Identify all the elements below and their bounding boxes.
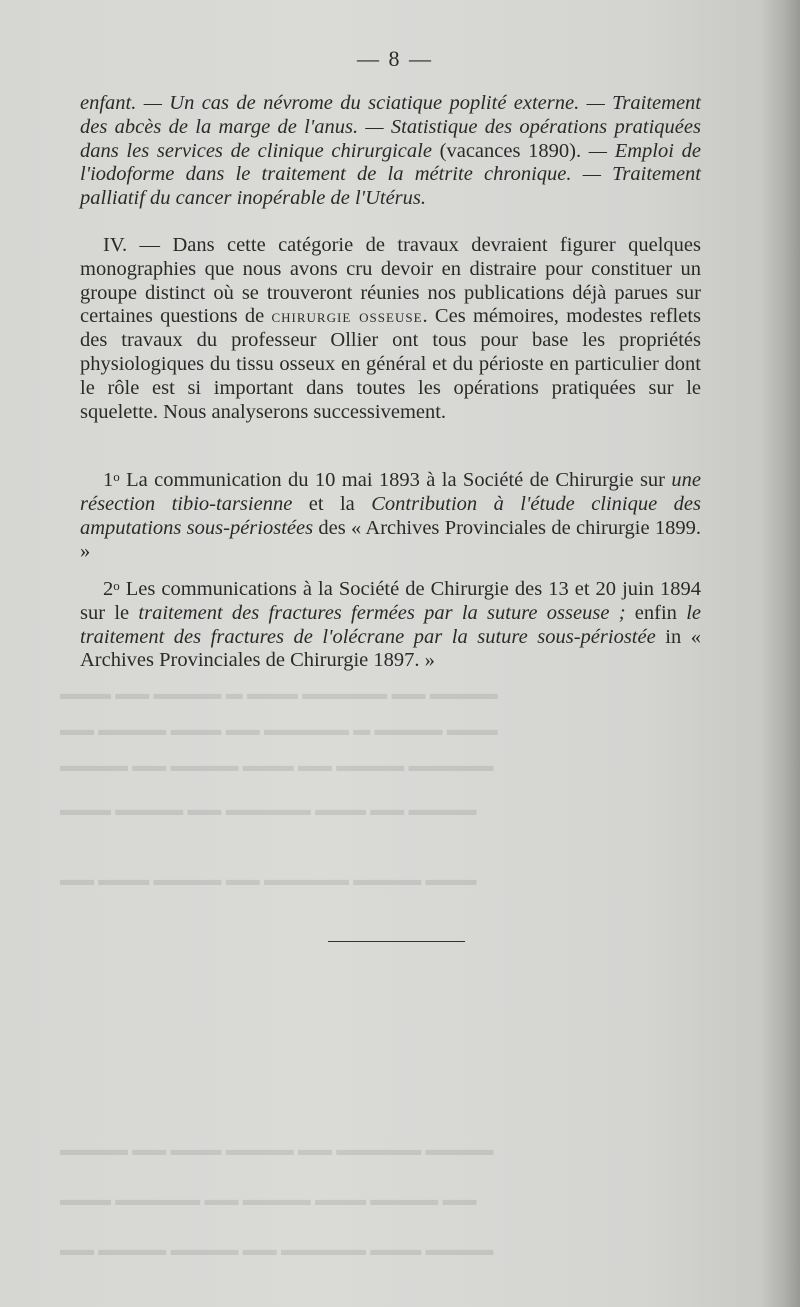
item-1-text-a: La communication du 10 mai 1893 à la Société de Chirurgie sur — [119, 469, 672, 491]
item-2-number: 2 — [103, 578, 114, 600]
bleed-through-texture: ▬▬▬ ▬▬ ▬▬▬▬ ▬ ▬▬▬ ▬▬▬▬▬ ▬▬ ▬▬▬▬ — [60, 684, 498, 703]
item-1-title-a: une résection tibio-tarsienne — [80, 469, 701, 515]
bleed-through-texture: ▬▬ ▬▬▬ ▬▬▬▬ ▬▬ ▬▬▬▬▬ ▬▬▬▬ ▬▬▬ — [60, 870, 477, 889]
item-2-title-b: le traitement des fractures de l'olécrane par la suture sous-périostée — [80, 601, 701, 648]
bleed-through-texture: ▬▬ ▬▬▬▬ ▬▬▬ ▬▬ ▬▬▬▬▬ ▬ ▬▬▬▬ ▬▬▬ — [60, 720, 498, 739]
section-iv-text: IV. — Dans cette catégorie de travaux devraient figurer quelques monographies que nous avons cru devoir en distraire pour constituer un groupe distinct où se trouveront réunies nos publications déjà parues sur certaines questions de — [80, 234, 701, 328]
item-1-ordinal: o — [113, 469, 120, 484]
section-divider-rule — [328, 941, 465, 942]
item-1-paragraph — [80, 465, 701, 564]
item-2-title-a: traitement des fractures fermées par la suture osseuse ; — [138, 601, 626, 624]
bleed-through-texture: ▬▬▬ ▬▬▬▬▬ ▬▬ ▬▬▬▬ ▬▬▬ ▬▬▬▬ ▬▬ — [60, 1190, 477, 1209]
item-2-ordinal: o — [113, 578, 120, 593]
item-1-number: 1 — [103, 469, 114, 491]
item-1-title-b: Contribution à l'étude clinique des amputations sous-périostées — [80, 492, 701, 539]
bleed-through-texture: ▬▬▬▬ ▬▬ ▬▬▬▬ ▬▬▬ ▬▬ ▬▬▬▬ ▬▬▬▬▬ — [60, 756, 494, 775]
section-iv-paragraph — [80, 234, 701, 424]
section-iv-text-end: . Ces mémoires, modestes reflets des travaux du professeur Ollier ont tous pour base les propriétés physiologiques du tissu osseux en général et du périoste en particulier dont le rôle est si important dans toutes les opérations pratiquées sur le squelette. Nous analyserons successivement. — [80, 305, 701, 423]
item-2-text-c: enfin — [625, 601, 687, 624]
intro-paragraph — [80, 92, 701, 211]
page-edge-shadow — [760, 0, 800, 1307]
intro-date: (vacances 1890). — [439, 139, 582, 162]
bleed-through-texture: ▬▬▬▬ ▬▬ ▬▬▬ ▬▬▬▬ ▬▬ ▬▬▬▬▬ ▬▬▬▬ — [60, 1140, 494, 1159]
section-iv-smallcaps: chirurgie osseuse — [271, 306, 423, 328]
intro-text-end: — Emploi de l'iodoforme dans le traitement de la métrite chronique. — Traitement palliatif du cancer inopérable de l'Utérus. — [80, 139, 701, 210]
item-1-text-c: et la — [292, 492, 372, 515]
page-number: — 8 — — [357, 46, 433, 71]
bleed-through-texture: ▬▬▬ ▬▬▬▬ ▬▬ ▬▬▬▬▬ ▬▬▬ ▬▬ ▬▬▬▬ — [60, 800, 477, 819]
item-1-text-e: des « Archives Provinciales de chirurgie 1899. » — [80, 516, 701, 563]
bleed-through-texture: ▬▬ ▬▬▬▬ ▬▬▬▬ ▬▬ ▬▬▬▬▬ ▬▬▬ ▬▬▬▬ — [60, 1240, 494, 1259]
item-2-text-a: Les communications à la Société de Chirurgie des 13 et 20 juin 1894 sur le — [80, 578, 701, 624]
item-2-text-e: in « Archives Provinciales de Chirurgie 1897. » — [80, 625, 701, 672]
item-2-paragraph — [80, 574, 701, 673]
intro-text: enfant. — Un cas de névrome du sciatique poplité externe. — Traitement des abcès de la marge de l'anus. — Statistique des opérations pratiquées dans les services de clinique chirurgicale — [80, 92, 701, 162]
